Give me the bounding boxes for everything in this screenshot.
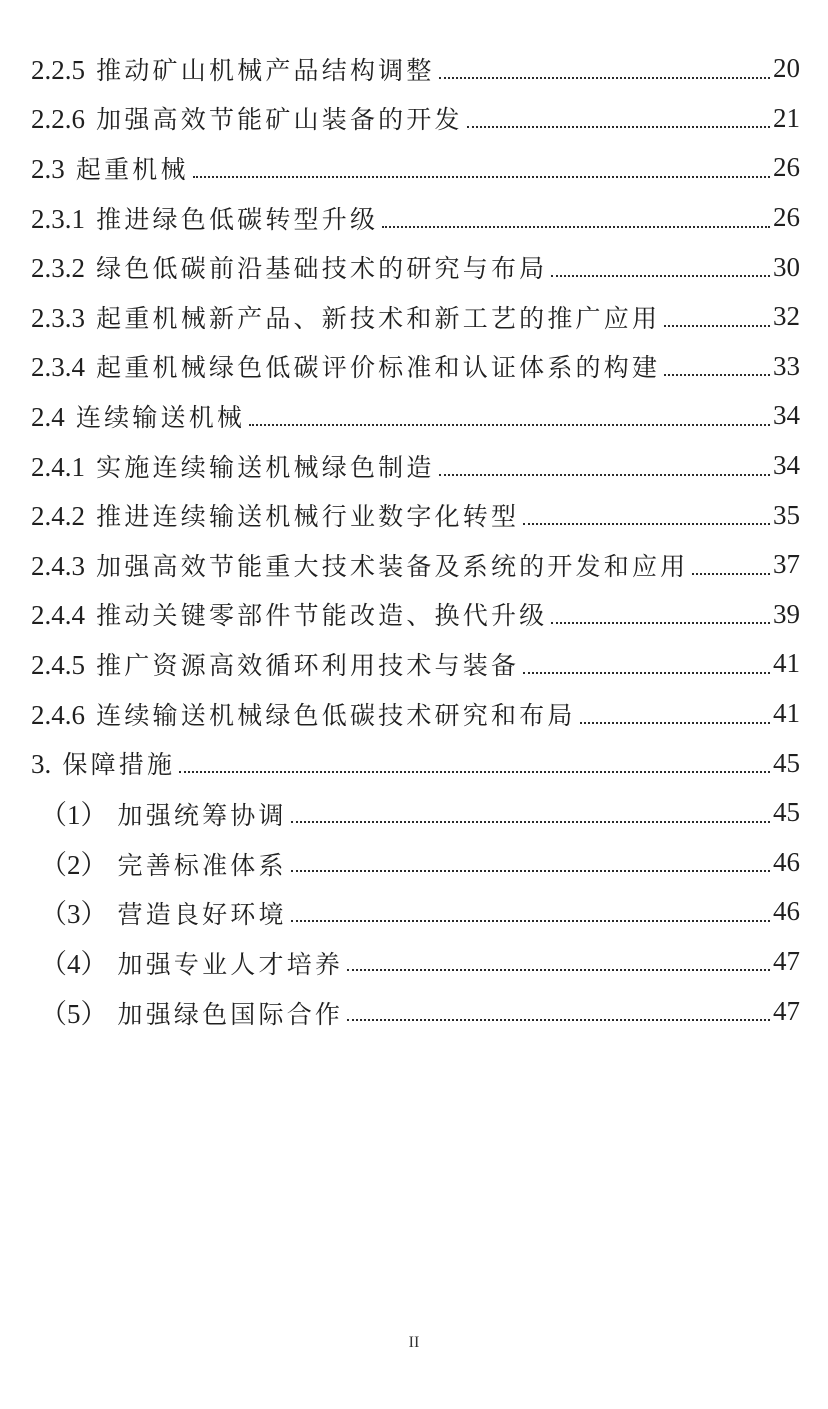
toc-entry-title xyxy=(31,299,660,335)
dot-leader xyxy=(382,226,770,228)
toc-entry-text: 实施连续输送机械绿色制造 xyxy=(96,452,435,482)
toc-entry[interactable] xyxy=(0,887,828,937)
toc-entry[interactable] xyxy=(0,441,828,491)
toc-entry-page: 41 xyxy=(773,648,800,679)
toc-entry-text: 连续输送机械 xyxy=(75,402,246,432)
toc-entry-number: 2.3.2 xyxy=(31,253,85,284)
toc-entry-title xyxy=(40,992,343,1031)
dot-leader xyxy=(249,424,770,426)
toc-entry-title xyxy=(40,843,287,882)
toc-entry[interactable] xyxy=(0,590,828,640)
toc-entry-number: （3） xyxy=(40,899,108,930)
toc-entry[interactable] xyxy=(0,44,828,94)
dot-leader xyxy=(664,325,770,327)
toc-entry[interactable] xyxy=(0,738,828,788)
toc-entry-number: （1） xyxy=(40,800,108,831)
toc-entry[interactable] xyxy=(0,391,828,441)
toc-entry-number: 2.4.4 xyxy=(31,600,85,631)
toc-entry-page: 30 xyxy=(773,251,800,282)
toc-entry-text: 起重机械新产品、新技术和新工艺的推广应用 xyxy=(96,303,661,333)
toc-entry-number: 2.3.3 xyxy=(31,302,85,333)
toc-entry-page: 46 xyxy=(773,896,800,927)
toc-entry-page: 21 xyxy=(773,102,800,133)
dot-leader xyxy=(523,672,770,674)
toc-entry[interactable] xyxy=(0,639,828,689)
dot-leader xyxy=(193,176,770,178)
toc-entry-page: 33 xyxy=(773,350,800,381)
toc-entry-page: 39 xyxy=(773,598,800,629)
toc-entry-title xyxy=(31,398,245,434)
toc-entry-page: 26 xyxy=(773,152,800,183)
toc-entry-number: 2.3 xyxy=(31,153,65,184)
toc-entry[interactable] xyxy=(0,490,828,540)
dot-leader xyxy=(692,573,770,575)
toc-entry-text: 营造良好环境 xyxy=(117,900,287,930)
toc-entry-title xyxy=(31,696,576,732)
toc-entry[interactable] xyxy=(0,143,828,193)
toc-entry-number: 2.4.6 xyxy=(31,699,85,730)
toc-entry-text: 连续输送机械绿色低碳技术研究和布局 xyxy=(96,700,576,730)
toc-entry-page: 45 xyxy=(773,797,800,828)
toc-entry[interactable] xyxy=(0,94,828,144)
toc-entry-page: 34 xyxy=(773,450,800,481)
dot-leader xyxy=(664,374,770,376)
toc-entry-text: 绿色低碳前沿基础技术的研究与布局 xyxy=(96,254,548,284)
toc-entry-number: （4） xyxy=(40,948,108,979)
toc-entry-title xyxy=(31,745,175,781)
toc-entry-number: （2） xyxy=(40,849,108,880)
toc-entry-number: 2.4.2 xyxy=(31,501,85,532)
toc-entry-page: 26 xyxy=(773,202,800,233)
toc-entry-title xyxy=(31,150,189,186)
toc-entry-page: 41 xyxy=(773,698,800,729)
toc-entry-text: 加强专业人才培养 xyxy=(117,949,344,979)
toc-entry-text: 加强绿色国际合作 xyxy=(117,999,344,1029)
toc-entry-text: 起重机械绿色低碳评价标准和认证体系的构建 xyxy=(96,353,661,383)
dot-leader xyxy=(467,126,770,128)
dot-leader xyxy=(439,77,770,79)
dot-leader xyxy=(347,969,770,971)
toc-entry-text: 推动关键零部件节能改造、换代升级 xyxy=(96,601,548,631)
toc-entry-page: 47 xyxy=(773,945,800,976)
toc-entry[interactable] xyxy=(0,689,828,739)
toc-entry-text: 加强高效节能矿山装备的开发 xyxy=(96,105,463,135)
toc-entry-title xyxy=(40,942,343,981)
toc-entry-text: 保障措施 xyxy=(62,750,176,780)
toc-entry-text: 推进连续输送机械行业数字化转型 xyxy=(96,502,520,532)
toc-entry-text: 起重机械 xyxy=(75,154,189,184)
toc-entry-title xyxy=(31,646,519,682)
toc-entry-number: 2.4.5 xyxy=(31,649,85,680)
toc-entry-page: 34 xyxy=(773,400,800,431)
toc-entry[interactable] xyxy=(0,342,828,392)
table-of-contents xyxy=(0,44,828,1036)
toc-entry-title xyxy=(31,348,660,384)
toc-entry-number: 2.3.1 xyxy=(31,203,85,234)
toc-entry[interactable] xyxy=(0,540,828,590)
toc-entry[interactable] xyxy=(0,937,828,987)
toc-entry-number: （5） xyxy=(40,998,108,1029)
toc-entry-number: 2.4.3 xyxy=(31,550,85,581)
toc-entry-number: 2.2.6 xyxy=(31,104,85,135)
toc-entry-title xyxy=(31,448,435,484)
toc-entry-page: 37 xyxy=(773,549,800,580)
toc-entry-text: 推进绿色低碳转型升级 xyxy=(96,204,379,234)
toc-entry-title xyxy=(31,497,519,533)
toc-entry-number: 3. xyxy=(31,749,52,780)
dot-leader xyxy=(291,870,770,872)
toc-entry-page: 20 xyxy=(773,53,800,84)
toc-entry-page: 46 xyxy=(773,846,800,877)
toc-entry-title xyxy=(31,249,547,285)
toc-entry-title xyxy=(31,547,688,583)
toc-entry-number: 2.4 xyxy=(31,401,65,432)
dot-leader xyxy=(551,622,770,624)
dot-leader xyxy=(291,920,770,922)
dot-leader xyxy=(580,722,770,724)
toc-entry-title xyxy=(40,892,287,931)
toc-entry[interactable] xyxy=(0,838,828,888)
toc-entry-text: 加强高效节能重大技术装备及系统的开发和应用 xyxy=(96,551,689,581)
toc-entry-title xyxy=(31,596,547,632)
toc-entry-text: 推动矿山机械产品结构调整 xyxy=(96,55,435,85)
toc-entry-page: 47 xyxy=(773,995,800,1026)
toc-entry-text: 加强统筹协调 xyxy=(117,801,287,831)
toc-entry-page: 32 xyxy=(773,301,800,332)
toc-entry[interactable] xyxy=(0,788,828,838)
dot-leader xyxy=(291,821,770,823)
dot-leader xyxy=(347,1019,770,1021)
toc-entry-text: 推广资源高效循环利用技术与装备 xyxy=(96,650,520,680)
toc-entry-number: 2.3.4 xyxy=(31,352,85,383)
dot-leader xyxy=(523,523,770,525)
toc-entry[interactable] xyxy=(0,242,828,292)
toc-entry-text: 完善标准体系 xyxy=(117,850,287,880)
dot-leader xyxy=(179,771,770,773)
toc-entry-title xyxy=(40,793,287,832)
toc-entry[interactable] xyxy=(0,292,828,342)
toc-entry[interactable] xyxy=(0,986,828,1036)
toc-entry[interactable] xyxy=(0,193,828,243)
dot-leader xyxy=(439,474,770,476)
toc-entry-title xyxy=(31,200,378,236)
toc-entry-title xyxy=(31,51,435,87)
toc-entry-number: 2.4.1 xyxy=(31,451,85,482)
toc-entry-page: 45 xyxy=(773,747,800,778)
toc-entry-page: 35 xyxy=(773,499,800,530)
toc-entry-number: 2.2.5 xyxy=(31,54,85,85)
page-number: II xyxy=(408,1334,420,1351)
dot-leader xyxy=(551,275,770,277)
toc-entry-title xyxy=(31,100,463,136)
